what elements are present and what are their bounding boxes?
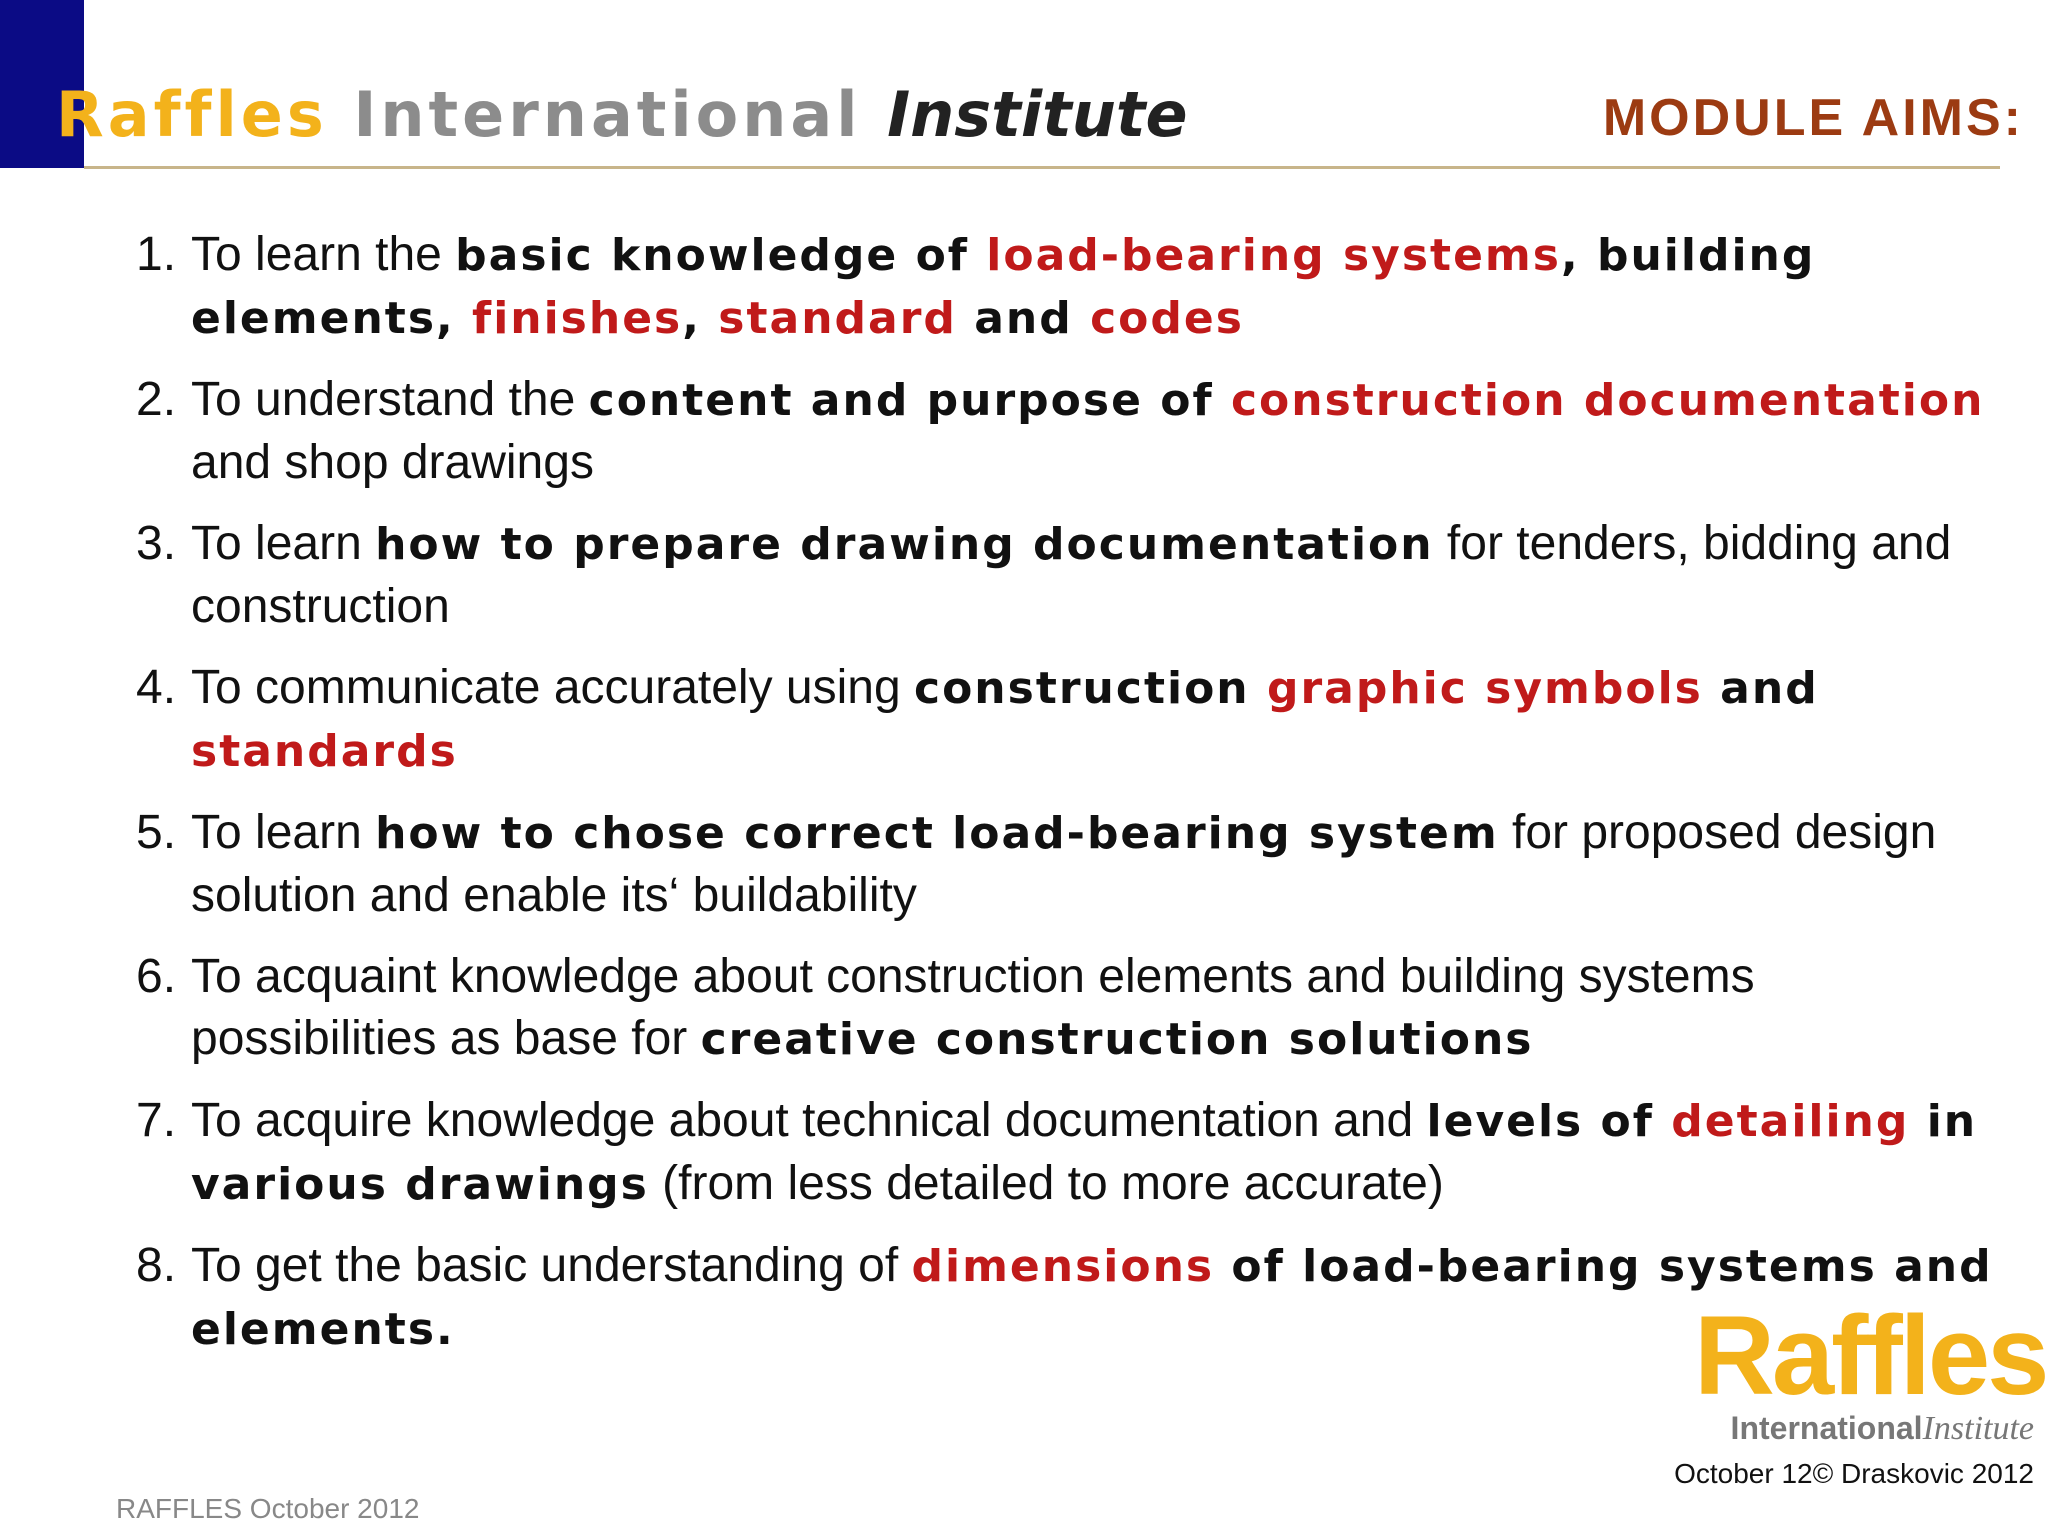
aim-highlight-text: standard [718, 293, 957, 344]
header-divider [84, 166, 2000, 169]
aim-text: for proposed design solution and enable its‘ buildability [191, 806, 1937, 922]
raffles-logo [1694, 1293, 2047, 1448]
aim-item [136, 657, 1996, 783]
aim-number: 3. [136, 517, 177, 570]
aim-text: and shop drawings [191, 436, 594, 489]
aim-item [136, 224, 1996, 350]
section-title: MODULE AIMS: [1602, 89, 2024, 147]
aim-item [136, 369, 1996, 494]
aim-bold-text: , building elements, [191, 230, 1816, 344]
aim-bold-text: content and purpose of [588, 375, 1231, 426]
aim-text: To learn [191, 806, 376, 859]
aim-item [136, 946, 1996, 1071]
aim-item [136, 802, 1996, 927]
aim-bold-text: construction [914, 663, 1267, 714]
brand-raffles: Raffles [56, 78, 328, 151]
logo-wordmark: Raffles [1694, 1293, 2047, 1418]
aim-number: 2. [136, 373, 177, 426]
aim-highlight-text: load-bearing systems [986, 230, 1561, 281]
aim-bold-text: how to prepare drawing documentation [375, 519, 1434, 570]
aim-text: To communicate accurately using [191, 661, 914, 714]
logo-subtitle [1694, 1410, 2034, 1448]
aim-highlight-text: detailing [1671, 1096, 1910, 1147]
aim-bold-text: creative construction solutions [700, 1014, 1534, 1065]
aim-bold-text: and [1702, 663, 1819, 714]
aim-text: To understand the [191, 373, 589, 426]
brand-international: International [353, 78, 862, 151]
aim-bold-text: of load-bearing systems and elements. [191, 1241, 1993, 1355]
date-copyright: October 12© Draskovic 2012 [1674, 1458, 2034, 1489]
aim-highlight-text: dimensions [911, 1241, 1215, 1292]
aim-highlight-text: graphic symbols [1266, 663, 1703, 714]
aim-highlight-text: standards [191, 726, 458, 777]
aim-text: To get the basic understanding of [191, 1239, 912, 1292]
brand-title [56, 78, 1188, 151]
logo-sub-international: International [1730, 1410, 1923, 1446]
aim-highlight-text: construction documentation [1230, 375, 1985, 426]
aim-item [136, 513, 1996, 638]
aim-text: To learn [191, 517, 376, 570]
aim-bold-text: levels of [1426, 1096, 1672, 1147]
aim-number: 4. [136, 661, 177, 714]
aims-list [136, 224, 1996, 1380]
aim-text: To learn the [191, 228, 456, 281]
aim-number: 6. [136, 950, 177, 1003]
brand-institute: Institute [887, 78, 1188, 151]
aim-text: To acquaint knowledge about construction elements and building systems possibilities as base for [191, 950, 1755, 1065]
aim-text: (from less detailed to more accurate) [648, 1157, 1444, 1210]
aim-number: 5. [136, 806, 177, 859]
aim-number: 8. [136, 1239, 177, 1292]
aim-number: 7. [136, 1094, 177, 1147]
aim-text: for tenders, bidding and construction [191, 517, 1952, 633]
footer-text: RAFFLES October 2012 [116, 1493, 420, 1524]
logo-sub-institute: Institute [1922, 1410, 2034, 1447]
aim-highlight-text: codes [1090, 293, 1244, 344]
aim-bold-text: basic knowledge of [455, 230, 987, 281]
aim-number: 1. [136, 228, 177, 281]
aim-item [136, 1090, 1996, 1216]
aim-bold-text: how to chose correct load-bearing system [375, 808, 1499, 859]
aim-highlight-text: finishes [472, 293, 683, 344]
aim-bold-text: and [956, 293, 1091, 344]
aim-bold-text: , [682, 293, 719, 344]
aim-bold-text: in various drawings [191, 1096, 1978, 1210]
aim-text: To acquire knowledge about technical documentation and [191, 1094, 1427, 1147]
